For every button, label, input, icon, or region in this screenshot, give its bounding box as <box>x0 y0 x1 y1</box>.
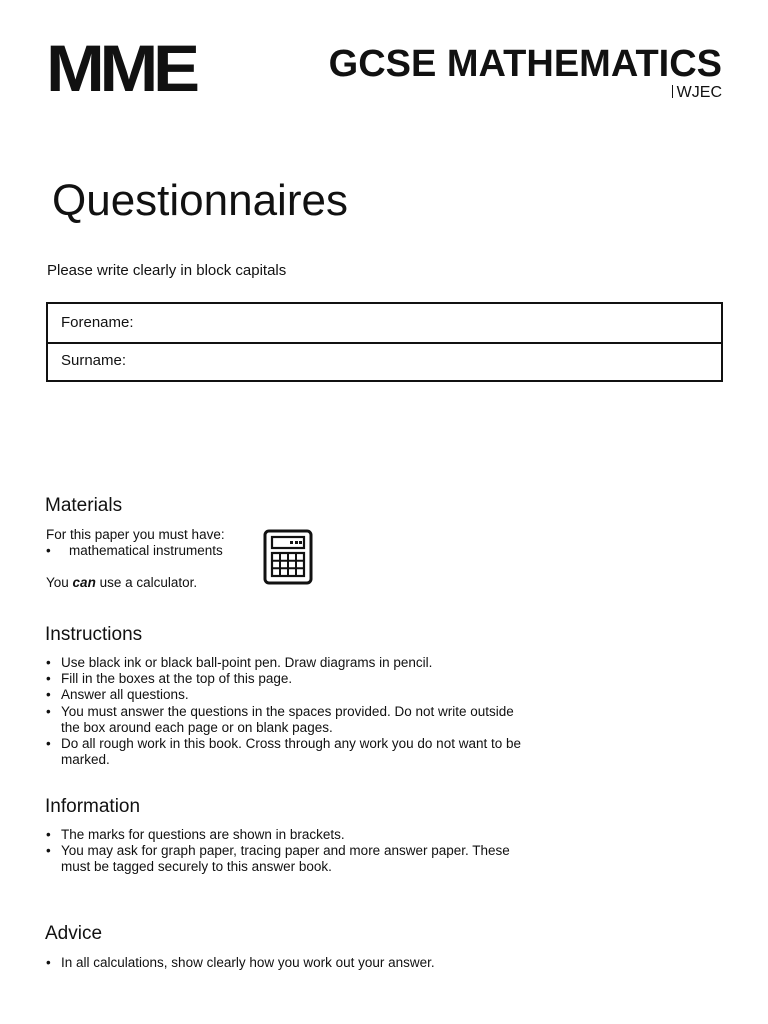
board-divider <box>672 85 673 98</box>
surname-field[interactable] <box>48 342 721 380</box>
forename-label: Forename: <box>61 314 134 331</box>
instructions-heading: Instructions <box>45 624 143 645</box>
subject-title: GCSE MATHEMATICS <box>328 43 722 85</box>
mme-logo: MME <box>46 31 195 105</box>
advice-heading: Advice <box>45 923 103 944</box>
list-item: • Answer all questions. <box>46 687 526 703</box>
list-item: • You may ask for graph paper, tracing paper and more answer paper. These must be tagged securely to this answer book. <box>46 843 526 875</box>
calculator-note <box>46 575 197 591</box>
calculator-note-emphasis: can <box>72 575 96 590</box>
exam-board <box>672 84 722 102</box>
instructions-list <box>46 655 526 768</box>
name-box <box>46 302 723 382</box>
calculator-note-suffix: use a calculator. <box>95 575 198 590</box>
page-title: Questionnaires <box>52 176 348 225</box>
list-item: • Do all rough work in this book. Cross through any work you do not want to be marked. <box>46 736 526 768</box>
calculator-note-prefix: You <box>46 575 73 590</box>
list-item: • The marks for questions are shown in brackets. <box>46 827 526 843</box>
list-item: • Fill in the boxes at the top of this page. <box>46 671 526 687</box>
materials-intro: For this paper you must have: <box>46 527 225 542</box>
surname-label: Surname: <box>61 352 127 369</box>
block-capitals-instruction: Please write clearly in block capitals <box>47 262 287 279</box>
information-list <box>46 827 526 876</box>
exam-board-label: WJEC <box>676 84 722 101</box>
information-heading: Information <box>45 796 141 817</box>
calculator-icon <box>263 529 313 585</box>
materials-heading: Materials <box>45 495 123 516</box>
list-item: • In all calculations, show clearly how you work out your answer. <box>46 955 526 971</box>
forename-field[interactable] <box>48 304 721 342</box>
advice-list <box>46 955 526 971</box>
list-item: • You must answer the questions in the spaces provided. Do not write outside the box around each page or on blank pages. <box>46 704 526 736</box>
list-item: • Use black ink or black ball-point pen. Draw diagrams in pencil. <box>46 655 526 671</box>
list-item: • mathematical instruments <box>46 543 526 559</box>
